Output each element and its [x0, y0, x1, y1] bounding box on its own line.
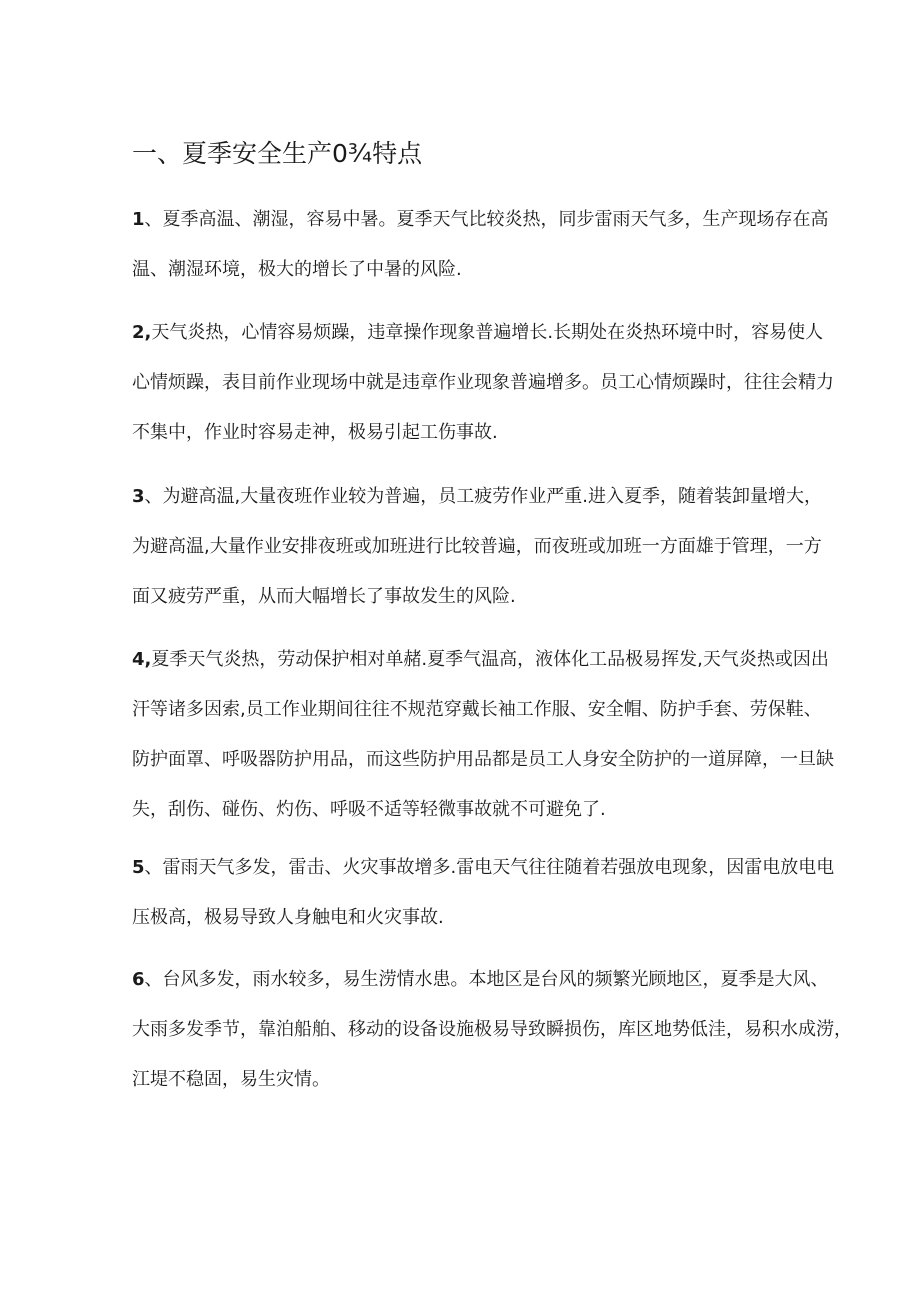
paragraph-line: 防护面罩、呼吸器防护用品，而这些防护用品都是员工人身安全防护的一道屏障，一旦缺	[132, 749, 834, 770]
paragraph-line	[132, 472, 822, 522]
paragraph-line	[132, 955, 829, 1005]
paragraph-line: 温、潮湿环境，极大的增长了中暑的风险.	[132, 259, 462, 280]
paragraph-line: 压极高，极易导致人身触电和火灾事故.	[132, 907, 444, 928]
paragraph-line: 大雨多发季节，靠泊船舶、移动的设备设施极易导致瞬损伤，库区地势低洼，易积水成涝，	[132, 1019, 852, 1040]
paragraph-line	[132, 308, 824, 358]
paragraph-line	[132, 635, 829, 685]
paragraph-4	[132, 635, 834, 835]
item-number: 2,	[132, 322, 152, 343]
paragraph-line	[132, 195, 829, 245]
item-number: 4,	[132, 649, 152, 670]
line-text: 、雷雨天气多发，雷击、火灾事故增多.雷电天气往往随着若强放电现象，因雷电放电电	[144, 857, 835, 878]
section-heading: 一、夏季安全生产0¾特点	[132, 139, 423, 168]
paragraph-2	[132, 308, 834, 458]
paragraph-line: 失，刮伤、碰伤、灼伤、呼吸不适等轻微事故就不可避免了.	[132, 799, 606, 820]
paragraph-line: 为避高温,大量作业安排夜班或加班进行比较普遍，而夜班或加班一方面雄于管理，一方	[132, 536, 822, 557]
paragraph-3	[132, 472, 822, 622]
paragraph-line: 不集中，作业时容易走神，极易引起工伤事故.	[132, 422, 498, 443]
paragraph-line: 心情烦躁，表目前作业现场中就是违章作业现象普遍增多。员工心情烦躁时，往往会精力	[132, 372, 834, 393]
item-number: 3	[132, 486, 145, 507]
item-number: 6	[132, 969, 145, 990]
paragraph-1	[132, 195, 829, 295]
line-text: 、台风多发，雨水较多，易生涝情水患。本地区是台风的频繁光顾地区，夏季是大风、	[144, 969, 829, 990]
item-number: 1	[132, 209, 145, 230]
paragraph-line: 面又疲劳严重，从而大幅增长了事故发生的风险.	[132, 586, 516, 607]
line-text: 夏季天气炎热，劳动保护相对单赭.夏季气温高，液体化工品极易挥发,天气炎热或因出	[151, 649, 829, 670]
paragraph-line: 汗等诸多因索,员工作业期间往往不规范穿戴长袖工作服、安全帽、防护手套、劳保鞋、	[132, 699, 822, 720]
paragraph-line	[132, 843, 835, 893]
paragraph-line: 江堤不稳固，易生灾情。	[132, 1069, 330, 1090]
line-text: 、为避高温,大量夜班作业较为普遍，员工疲劳作业严重.进入夏季，随着装卸量增大，	[144, 486, 822, 507]
item-number: 5	[132, 857, 145, 878]
paragraph-5	[132, 843, 835, 943]
line-text: 、夏季高温、潮湿，容易中暑。夏季天气比较炎热，同步雷雨天气多，生产现场存在高	[144, 209, 829, 230]
line-text: 天气炎热，心情容易烦躁，违章操作现象普遍增长.长期处在炎热环境中时，容易使人	[151, 322, 824, 343]
paragraph-6	[132, 955, 852, 1105]
